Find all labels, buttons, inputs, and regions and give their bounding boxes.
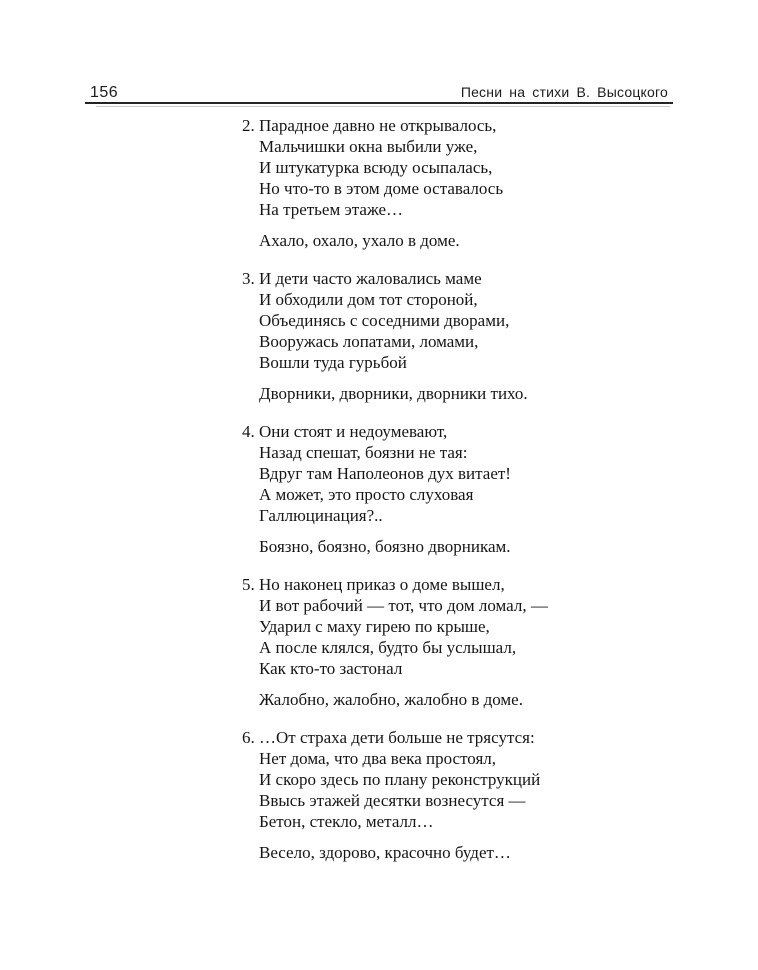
stanza-number: 2. (242, 116, 255, 135)
verse-text: Они стоят и недоумевают, (259, 422, 448, 441)
verse-line: И обходили дом тот стороной, (259, 290, 478, 309)
stanza-number: 3. (242, 269, 255, 288)
verse-line (242, 421, 572, 442)
verse-line: Бетон, стекло, металл… (259, 812, 434, 831)
verse-line: А может, это просто слуховая (259, 485, 474, 504)
verse-line: И штукатурка всюду осыпалась, (259, 158, 493, 177)
verse-line (242, 115, 572, 136)
verse-line: Но что-то в этом доме оставалось (259, 179, 504, 198)
verse-line: И скоро здесь по плану реконструкций (259, 770, 541, 789)
poem (242, 115, 572, 880)
verse-text: Но наконец приказ о доме вышел, (259, 575, 505, 594)
verse-text: …От страха дети больше не трясутся: (259, 728, 535, 747)
refrain-line: Боязно, боязно, боязно дворникам. (259, 537, 511, 556)
verse-line: И вот рабочий — тот, что дом ломал, — (259, 596, 548, 615)
refrain-line: Весело, здорово, красочно будет… (259, 843, 511, 862)
verse-line (242, 574, 572, 595)
verse-line: Нет дома, что два века простоял, (259, 749, 497, 768)
refrain-line: Ахало, охало, ухало в доме. (259, 231, 460, 250)
stanza-3 (242, 268, 572, 404)
verse-line: На третьем этаже… (259, 200, 404, 219)
verse-line: Как кто-то застонал (259, 659, 403, 678)
verse-line: Вошли туда гурьбой (259, 353, 407, 372)
verse-text: И дети часто жаловались маме (259, 269, 482, 288)
verse-line: Галлюцинация?.. (259, 506, 383, 525)
verse-line: А после клялся, будто бы услышал, (259, 638, 517, 657)
verse-text: Парадное давно не открывалось, (259, 116, 497, 135)
verse-line (242, 268, 572, 289)
header-rule (85, 102, 673, 104)
stanza-4 (242, 421, 572, 557)
verse-line (242, 727, 572, 748)
verse-line: Вооружась лопатами, ломами, (259, 332, 479, 351)
verse-line: Мальчишки окна выбили уже, (259, 137, 478, 156)
verse-line: Ударил с маху гирею по крыше, (259, 617, 490, 636)
verse-line: Назад спешат, боязни не тая: (259, 443, 468, 462)
refrain-line: Жалобно, жалобно, жалобно в доме. (259, 690, 523, 709)
refrain-line: Дворники, дворники, дворники тихо. (259, 384, 528, 403)
verse-line: Объединясь с соседними дворами, (259, 311, 510, 330)
stanza-number: 6. (242, 728, 255, 747)
stanza-5 (242, 574, 572, 710)
stanza-6 (242, 727, 572, 863)
verse-line: Вдруг там Наполеонов дух витает! (259, 464, 511, 483)
page-header (90, 84, 668, 102)
stanza-number: 4. (242, 422, 255, 441)
page-number: 156 (90, 84, 119, 101)
stanza-number: 5. (242, 575, 255, 594)
stanza-2 (242, 115, 572, 251)
header-rule-echo (96, 106, 670, 107)
running-title: Песни на стихи В. Высоцкого (460, 84, 668, 100)
verse-line: Ввысь этажей десятки вознесутся — (259, 791, 526, 810)
